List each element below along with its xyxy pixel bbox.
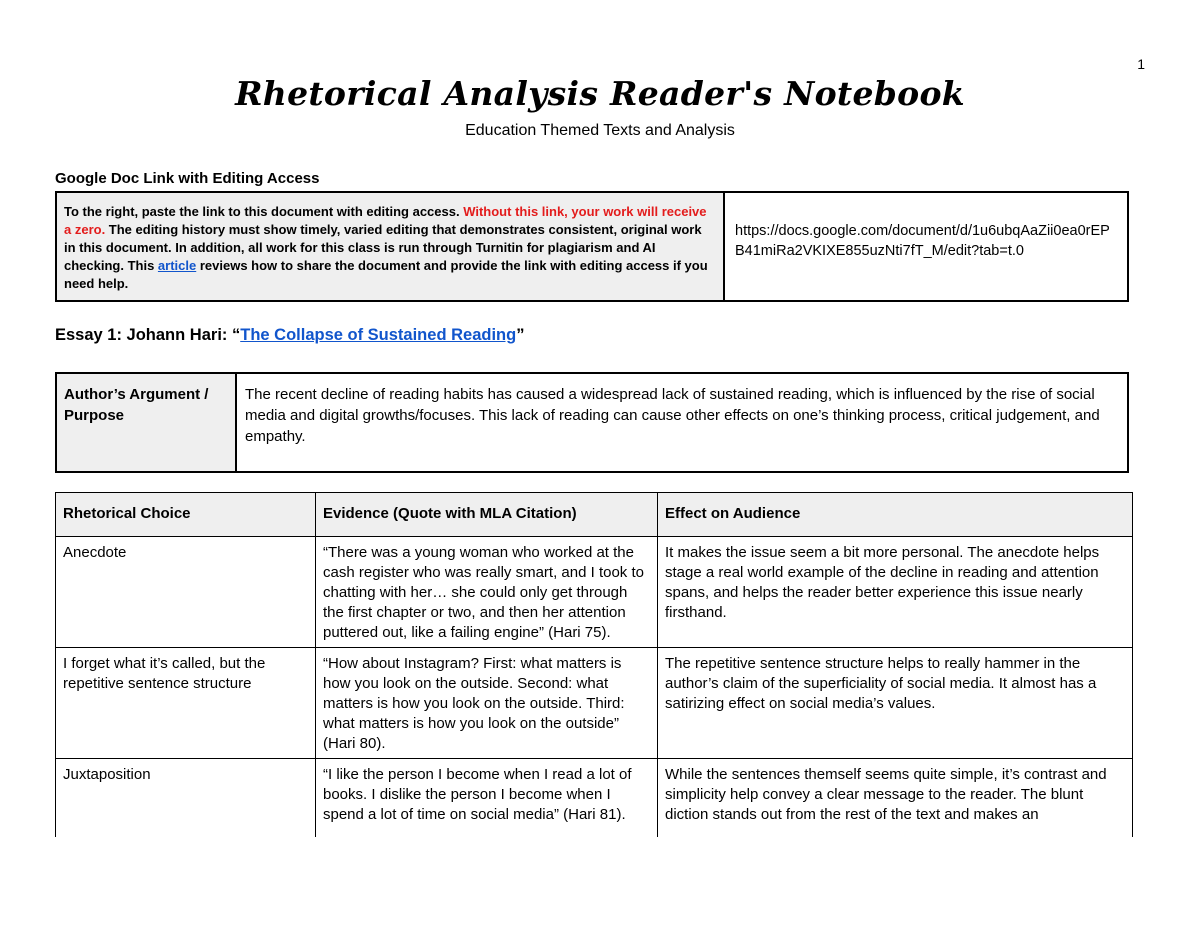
doc-link-cell[interactable] [724, 192, 1128, 301]
cell-evidence[interactable]: “How about Instagram? First: what matters is how you look on the outside. Second: what matters is how you look on the outside. Third: what matters is how you look on the outside” (Hari 80). [316, 648, 658, 759]
table-row [56, 759, 1133, 838]
essay-heading [55, 326, 524, 345]
header-effect: Effect on Audience [658, 493, 1133, 537]
cell-evidence[interactable]: “I like the person I become when I read a lot of books. I dislike the person I become when I spend a lot of time on social media” (Hari 81). [316, 759, 658, 838]
zero-warning: Without this link, your work will receive a zero. [64, 204, 707, 237]
page-bottom-margin [0, 861, 1200, 927]
cell-choice[interactable]: Juxtaposition [56, 759, 316, 838]
instructions-text-1: To the right, paste the link to this document with editing access. [64, 204, 464, 219]
header-rhetorical-choice: Rhetorical Choice [56, 493, 316, 537]
argument-label: Author’s Argument / Purpose [56, 373, 236, 472]
table-row [56, 648, 1133, 759]
essay-suffix: ” [516, 326, 525, 344]
instructions-text-2: The editing history must show timely, varied editing that demonstrates consistent, original work in this document. In addition, all work for this class is run through Turnitin for plagiarism and AI checking. This [64, 222, 702, 273]
cell-choice[interactable]: Anecdote [56, 537, 316, 648]
link-section-heading: Google Doc Link with Editing Access [55, 170, 320, 187]
link-instructions [56, 192, 724, 301]
cell-effect[interactable]: While the sentences themself seems quite simple, it’s contrast and simplicity help convey a clear message to the reader. The blunt diction stands out from the rest of the text and makes an [658, 759, 1133, 838]
essay-prefix: Essay 1: Johann Hari: “ [55, 326, 241, 344]
page-number: 1 [1137, 56, 1145, 72]
link-table [55, 191, 1129, 302]
table-header-row [56, 493, 1133, 537]
argument-table [55, 372, 1129, 473]
cell-effect[interactable]: It makes the issue seem a bit more personal. The anecdote helps stage a real world example of the decline in reading and attention spans, and helps the reader better experience this issue nearly firsthand. [658, 537, 1133, 648]
argument-text[interactable]: The recent decline of reading habits has caused a widespread lack of sustained reading, which is influenced by the rise of social media and digital growths/focuses. This lack of reading can cause other effects on one’s thinking process, critical judgement, and empathy. [236, 373, 1128, 472]
essay-title-link[interactable]: The Collapse of Sustained Reading [240, 326, 517, 344]
cell-evidence[interactable]: “There was a young woman who worked at the cash register who was really smart, and I took to chatting with her… she could only get through the first chapter or two, and then her attention puttered out, like a failing engine” (Hari 75). [316, 537, 658, 648]
table-row [56, 537, 1133, 648]
document-title: Rhetorical Analysis Reader's Notebook [235, 74, 965, 113]
cell-choice[interactable]: I forget what it’s called, but the repetitive sentence structure [56, 648, 316, 759]
instructions-text-3: reviews how to share the document and provide the link with editing access if you need help. [64, 258, 708, 291]
article-link[interactable]: article [157, 258, 197, 273]
document-subtitle: Education Themed Texts and Analysis [465, 122, 735, 139]
cell-effect[interactable]: The repetitive sentence structure helps to really hammer in the author’s claim of the superficiality of social media. It almost has a satirizing effect on social media’s values. [658, 648, 1133, 759]
header-evidence: Evidence (Quote with MLA Citation) [316, 493, 658, 537]
doc-url[interactable]: https://docs.google.com/document/d/1u6ubqAaZii0ea0rEPB41miRa2VKIXE855uzNti7fT_M/edit?tab=t.0 [735, 223, 1110, 259]
analysis-table [55, 492, 1133, 837]
